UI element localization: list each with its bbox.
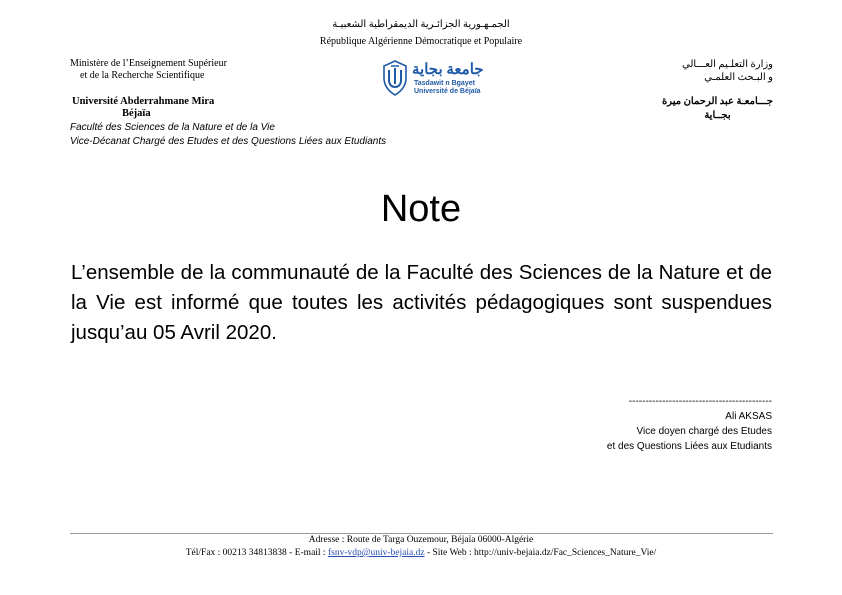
faculty-name: Faculté des Sciences de la Nature et de la Vie	[70, 122, 275, 133]
ministry-ar-line-1: وزارة التعلـيم العـــالي	[682, 59, 773, 70]
signatory-name: Ali AKSAS	[725, 411, 772, 422]
republic-name-arabic: الجمـهـورية الجزائـرية الديمقراطية الشعبيـة	[332, 19, 510, 30]
note-body: L’ensemble de la communauté de la Faculté des Sciences de la Nature et de la Vie est informé que toutes les activités pédagogiques sont suspendues jusqu’au 05 Avril 2020.	[71, 261, 772, 344]
logo-kabyle-name: Tasdawit n Bgayet	[414, 80, 475, 87]
ministry-arabic	[682, 58, 773, 84]
university-logo	[382, 60, 502, 98]
signature-line: -------------------------------------------	[628, 396, 772, 407]
footer-address: Adresse : Route de Targa Ouzemour, Béjaïa 06000-Algérie	[308, 535, 534, 545]
university-line-2: Béjaïa	[122, 108, 151, 119]
ministry-line-1: Ministère de l’Enseignement Supérieur	[70, 58, 227, 69]
ministry-ar-line-2: و البـحث العلمـي	[704, 72, 773, 83]
vice-deanship-name: Vice-Décanat Chargé des Etudes et des Questions Liées aux Etudiants	[70, 136, 387, 147]
university-ar-line-1: جـــامعـة عبد الرحمان ميرة	[661, 96, 773, 107]
university-emblem-icon	[382, 60, 408, 96]
ministry-line-2: et de la Recherche Scientifique	[80, 70, 205, 81]
republic-name-french: République Algérienne Démocratique et Populaire	[319, 36, 523, 47]
signatory-role-1: Vice doyen chargé des Etudes	[636, 426, 772, 437]
university-name-french	[72, 96, 214, 120]
ministry-french	[70, 58, 227, 82]
footer-website: - Site Web : http://univ-bejaia.dz/Fac_Sciences_Nature_Vie/	[424, 548, 657, 558]
note-title: Note	[380, 188, 462, 230]
footer-contact	[0, 548, 842, 558]
logo-french-name: Université de Béjaïa	[414, 88, 481, 95]
faculty-lines	[70, 121, 386, 149]
signature-block	[607, 394, 772, 454]
footer-phone: Tél/Fax : 00213 34813838 - E-mail :	[185, 548, 328, 558]
logo-arabic-name: جامعة بجاية	[412, 62, 484, 78]
university-line-1: Université Abderrahmane Mira	[72, 96, 215, 107]
signatory-role-2: et des Questions Liées aux Etudiants	[606, 441, 772, 452]
university-name-arabic	[662, 95, 773, 123]
footer-email-link[interactable]: fsnv-vdp@univ-bejaia.dz	[327, 548, 425, 558]
university-ar-line-2: بجــاية	[704, 110, 731, 121]
footer-divider	[70, 533, 773, 534]
